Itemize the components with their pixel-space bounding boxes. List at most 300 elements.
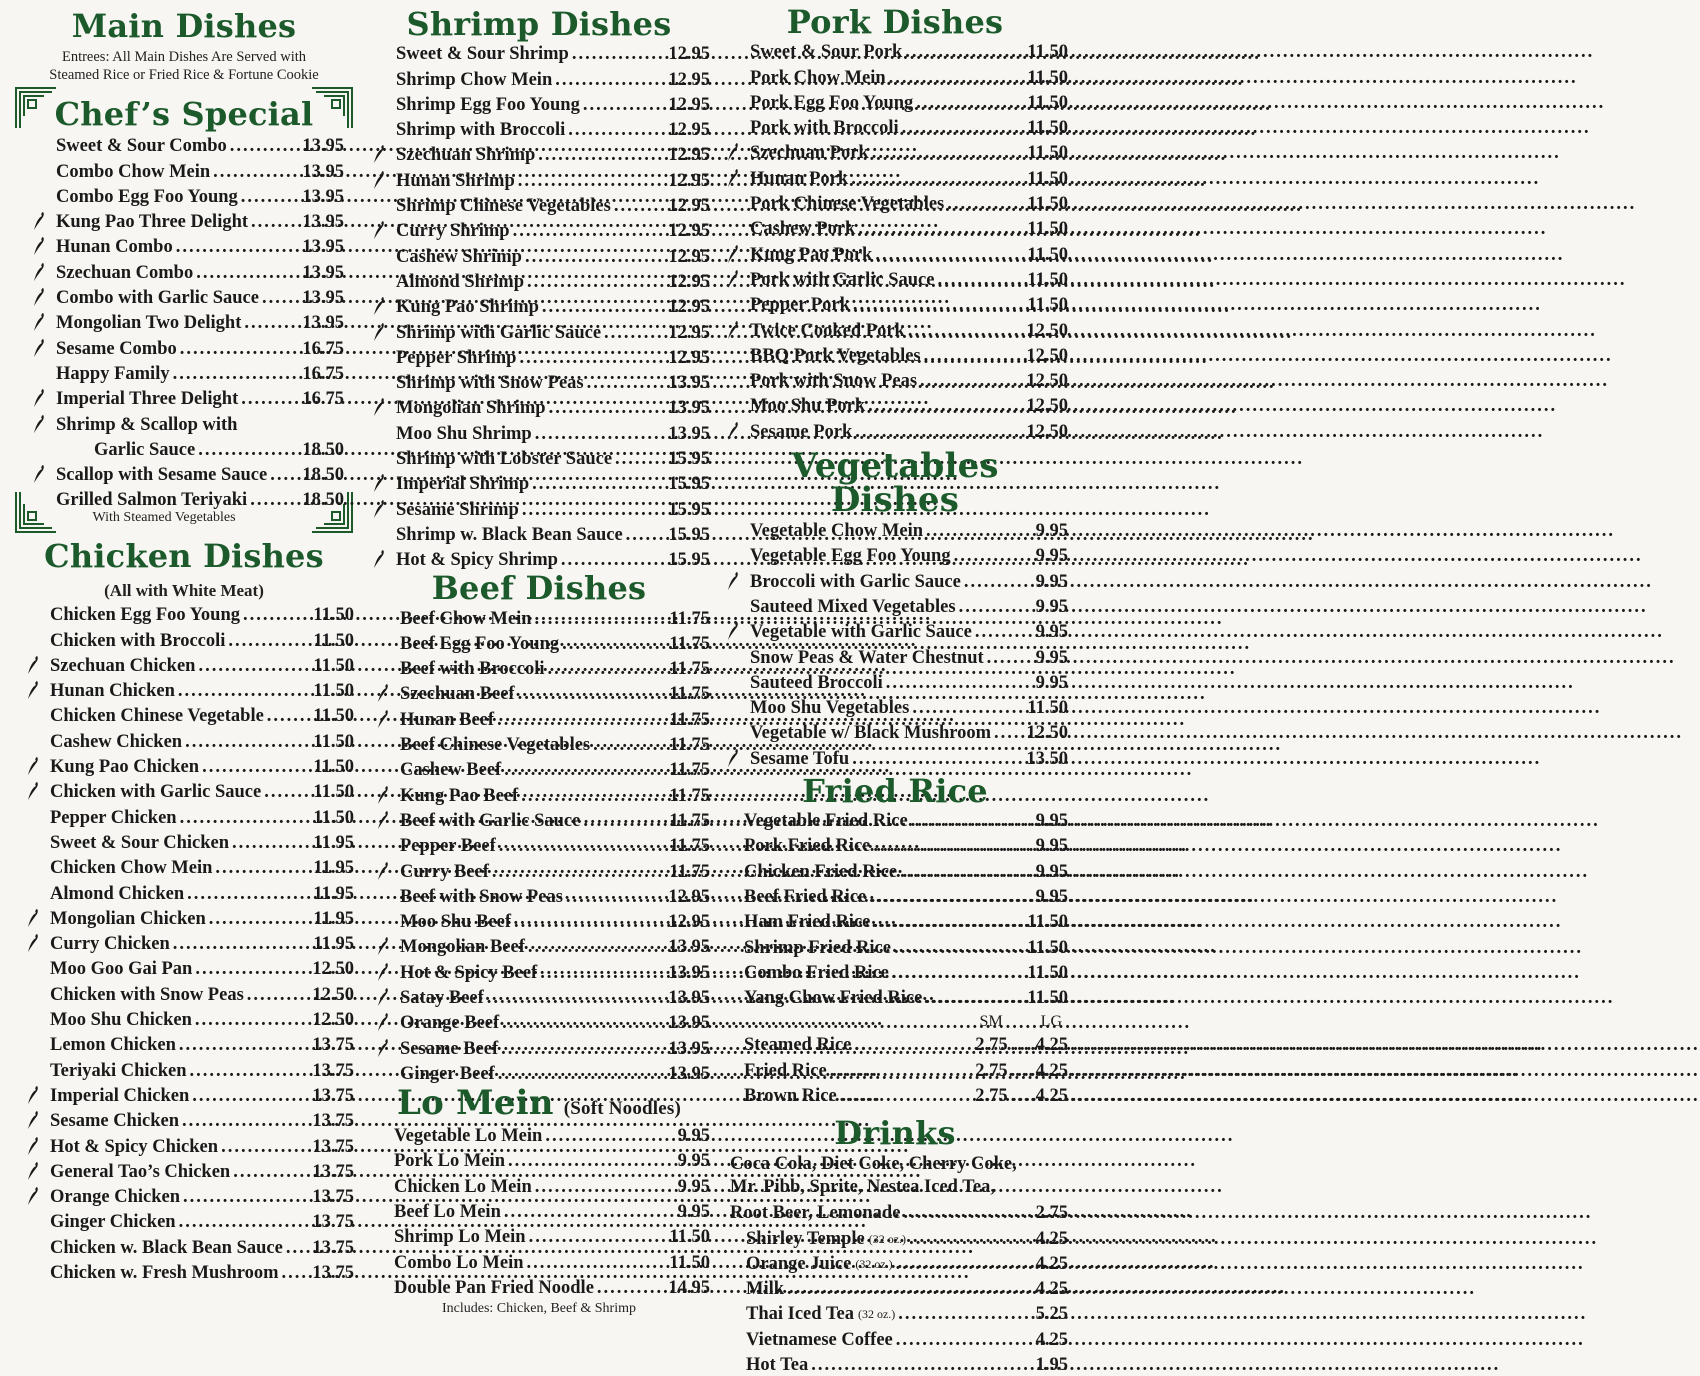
item-price: 11.50 <box>313 731 354 752</box>
lo-mein-subtitle: (Soft Noodles) <box>563 1097 682 1119</box>
menu-item <box>372 680 710 705</box>
menu-item <box>372 984 710 1009</box>
menu-item <box>368 166 710 191</box>
soda-price: 2.75 <box>1035 1203 1068 1224</box>
menu-item <box>378 1198 710 1223</box>
item-name: Almond Chicken <box>50 883 185 904</box>
item-price: 11.75 <box>669 633 710 654</box>
item-name: Kung Pao Beef <box>400 785 519 806</box>
item-name: Beef Fried Rice <box>744 886 867 907</box>
item-price: 15.95 <box>668 524 710 545</box>
item-price: 13.75 <box>312 1212 354 1233</box>
hot-pepper-icon <box>726 620 740 642</box>
item-name: Double Pan Fried Noodle <box>394 1277 594 1298</box>
menu-item <box>728 857 1068 882</box>
main-dishes-note-2: Steamed Rice or Fried Rice & Fortune Cookie <box>49 67 319 83</box>
item-name: Hunan Shrimp <box>396 170 515 191</box>
item-name: Combo Fried Rice <box>744 962 889 983</box>
item-name: Curry Beef <box>400 861 489 882</box>
item-price: 11.95 <box>313 858 354 879</box>
item-name: BBQ Pork Vegetables <box>750 345 921 366</box>
menu-item <box>28 208 344 233</box>
item-price: 9.95 <box>1035 886 1068 907</box>
item-name: Pork Chinese Vegetables <box>750 194 945 215</box>
menu-item <box>722 694 1068 719</box>
item-name: Sauteed Mixed Vegetables <box>750 596 956 617</box>
menu-item <box>22 955 354 980</box>
item-price: 15.95 <box>668 449 710 470</box>
item-name: Chicken w. Fresh Mushroom <box>50 1263 279 1284</box>
item-price: 11.50 <box>1027 988 1068 1009</box>
menu-item <box>722 618 1068 643</box>
menu-item <box>28 436 344 461</box>
shrimp-title: Shrimp Dishes <box>406 5 672 43</box>
item-price: 13.95 <box>668 398 710 419</box>
hot-pepper-icon <box>376 784 390 806</box>
item-name: Pepper Chicken <box>50 807 177 828</box>
item-name: Pork Egg Foo Young <box>750 92 914 113</box>
menu-item <box>722 567 1068 592</box>
menu-item <box>28 461 344 486</box>
menu-item <box>722 542 1068 567</box>
item-name: Shrimp with Lobster Sauce <box>396 449 613 470</box>
item-name: Sweet & Sour Shrimp <box>396 44 569 65</box>
hot-pepper-icon <box>372 548 386 570</box>
item-name: Szechuan Shrimp <box>396 145 536 166</box>
item-name: Vegetable Fried Rice <box>744 811 908 832</box>
menu-item <box>722 392 1068 417</box>
item-name: Chicken w. Black Bean Sauce <box>50 1237 283 1258</box>
menu-item <box>730 1224 1068 1249</box>
hot-pepper-icon <box>372 396 386 418</box>
item-price: 13.95 <box>302 161 344 182</box>
menu-item <box>378 1147 710 1172</box>
item-price: 11.50 <box>313 630 354 651</box>
item-name: Orange Beef <box>400 1013 500 1034</box>
item-price: 11.50 <box>669 1252 710 1273</box>
menu-item <box>368 293 710 318</box>
item-name: Sweet & Sour Chicken <box>50 832 230 853</box>
item-name: Beef with Broccoli <box>400 659 545 680</box>
item-name: Combo Lo Mein <box>394 1252 524 1273</box>
item-name: Sweet & Sour Pork <box>750 42 903 63</box>
menu-item <box>378 1248 710 1273</box>
hot-pepper-icon <box>26 679 40 701</box>
hot-pepper-icon <box>376 860 390 882</box>
menu-item <box>368 369 710 394</box>
hot-pepper-icon <box>726 570 740 592</box>
menu-item <box>28 334 344 359</box>
item-name: Shrimp Chinese Vegetables <box>396 196 611 217</box>
item-price: 12.95 <box>668 246 710 267</box>
item-name: Ginger Beef <box>400 1063 495 1084</box>
hot-pepper-icon <box>32 210 46 232</box>
chefs-special-box <box>14 86 354 534</box>
item-price: 12.95 <box>668 912 710 933</box>
item-name: Hunan Pork <box>750 168 849 189</box>
item-price: 9.95 <box>1035 811 1068 832</box>
item-price: 4.25 <box>1035 1279 1068 1300</box>
item-name: Twice Cooked Pork <box>750 320 905 341</box>
menu-item <box>22 1031 354 1056</box>
item-price: 11.95 <box>313 883 354 904</box>
menu-item <box>372 832 710 857</box>
menu-item <box>368 91 710 116</box>
menu-item <box>22 601 354 626</box>
item-price: 13.95 <box>668 962 710 983</box>
item-name: Imperial Chicken <box>50 1085 190 1106</box>
item-price: 12.95 <box>668 196 710 217</box>
item-name: Mongolian Shrimp <box>396 398 546 419</box>
hot-pepper-icon <box>32 235 46 257</box>
item-name: Cashew Pork <box>750 219 856 240</box>
chicken-subtitle: (All with White Meat) <box>104 581 264 600</box>
item-name: Mongolian Chicken <box>50 908 206 929</box>
item-price: 12.50 <box>312 1010 354 1031</box>
hot-pepper-icon <box>376 1037 390 1059</box>
item-name: Hunan Chicken <box>50 681 175 702</box>
beef-title: Beef Dishes <box>431 569 647 608</box>
item-name: Milk <box>746 1279 785 1300</box>
item-name: Moo Shu Pork <box>750 396 866 417</box>
item-price: 11.75 <box>669 608 710 629</box>
item-price: 12.50 <box>312 959 354 980</box>
menu-item <box>722 342 1068 367</box>
hot-pepper-icon <box>26 1185 40 1207</box>
item-name: Beef with Garlic Sauce <box>400 810 581 831</box>
item-price: 13.95 <box>668 373 710 394</box>
item-price: 11.75 <box>669 861 710 882</box>
item-price: 13.75 <box>312 1161 354 1182</box>
frame-corner-icon <box>310 86 354 130</box>
item-size: (32 oz.) <box>868 1231 907 1246</box>
soda-line-2: Mr. Pibb, Sprite, Nestea Iced Tea, <box>730 1176 995 1197</box>
item-name: Sauteed Broccoli <box>750 672 883 693</box>
item-name: Yang Chow Fried Rice <box>744 988 923 1009</box>
hot-pepper-icon <box>372 295 386 317</box>
item-price: 13.75 <box>312 1111 354 1132</box>
item-name: Kung Pao Shrimp <box>396 297 539 318</box>
menu-item <box>28 309 344 334</box>
item-price: 12.95 <box>668 322 710 343</box>
size-header <box>722 1009 1068 1031</box>
menu-item <box>722 417 1068 442</box>
item-name: Shirley Temple <box>746 1228 865 1249</box>
hot-pepper-icon <box>26 1109 40 1131</box>
hot-pepper-icon <box>726 319 740 341</box>
item-name: Beef Lo Mein <box>394 1202 501 1223</box>
item-name: Shrimp Lo Mein <box>394 1227 526 1248</box>
item-price: 11.75 <box>669 810 710 831</box>
item-price: 12.50 <box>1026 371 1068 392</box>
item-price: 11.50 <box>1027 295 1068 316</box>
item-price: 4.25 <box>1035 1228 1068 1249</box>
item-price-sm: 2.75 <box>975 1035 1008 1056</box>
menu-item <box>368 394 710 419</box>
item-price: 11.50 <box>313 681 354 702</box>
item-price: 4.25 <box>1035 1329 1068 1350</box>
menu-item <box>372 1009 710 1034</box>
menu-item <box>22 905 354 930</box>
hot-pepper-icon <box>26 755 40 777</box>
hot-pepper-icon <box>376 935 390 957</box>
pork-title: Pork Dishes <box>786 3 1004 41</box>
shrimp-list <box>368 40 710 571</box>
item-price: 13.95 <box>668 1063 710 1084</box>
frame-corner-icon <box>14 86 58 130</box>
menu-item <box>368 65 710 90</box>
menu-item <box>372 705 710 730</box>
menu-item <box>378 1274 710 1299</box>
item-name: Brown Rice <box>744 1085 837 1106</box>
menu-item <box>28 385 344 410</box>
item-name: Shrimp Chow Mein <box>396 69 553 90</box>
menu-item <box>368 521 710 546</box>
menu-item <box>22 980 354 1005</box>
item-name: Vegetable Egg Foo Young <box>750 546 951 567</box>
column-left <box>14 0 354 1284</box>
item-name: Almond Shrimp <box>396 271 524 292</box>
menu-item <box>28 360 344 385</box>
item-price: 13.75 <box>312 1237 354 1258</box>
menu-item <box>368 141 710 166</box>
item-price: 11.50 <box>313 782 354 803</box>
fried-rice-title: Fried Rice <box>802 771 988 810</box>
item-name: Thai Iced Tea <box>746 1304 854 1325</box>
menu-item <box>722 89 1068 114</box>
hot-pepper-icon <box>376 1011 390 1033</box>
menu-item <box>368 217 710 242</box>
item-price: 13.95 <box>302 237 344 258</box>
item-name: Vietnamese Coffee <box>746 1329 893 1350</box>
item-name: Cashew Shrimp <box>396 246 522 267</box>
sm-label: SM <box>979 1013 1003 1031</box>
item-price: 12.95 <box>668 44 710 65</box>
item-price: 9.95 <box>1035 521 1068 542</box>
menu-item <box>722 114 1068 139</box>
item-name: Combo Chow Mein <box>56 161 211 182</box>
drinks-list <box>722 1224 1068 1376</box>
item-price: 12.95 <box>668 69 710 90</box>
item-name: Chicken Chinese Vegetable <box>50 706 264 727</box>
item-size: (32 oz.) <box>857 1307 896 1322</box>
menu-item <box>728 984 1068 1009</box>
item-price: 15.95 <box>668 474 710 495</box>
hot-pepper-icon <box>726 420 740 442</box>
hot-pepper-icon <box>372 472 386 494</box>
item-name: Shrimp Fried Rice <box>744 937 891 958</box>
item-price: 13.50 <box>1026 748 1068 769</box>
menu-item <box>722 719 1068 744</box>
menu-item <box>22 854 354 879</box>
menu-item <box>22 803 354 828</box>
item-price: 11.75 <box>669 735 710 756</box>
menu-item <box>372 604 710 629</box>
menu-item <box>378 1223 710 1248</box>
menu-item <box>730 1300 1068 1325</box>
menu-item <box>722 164 1068 189</box>
item-price: 16.75 <box>302 363 344 384</box>
item-price: 11.75 <box>669 659 710 680</box>
hot-pepper-icon <box>32 286 46 308</box>
item-price: 11.50 <box>1027 42 1068 63</box>
item-price: 13.95 <box>668 1013 710 1034</box>
item-name: Teriyaki Chicken <box>50 1060 187 1081</box>
item-price: 12.95 <box>668 221 710 242</box>
item-name: Steamed Rice <box>744 1035 852 1056</box>
item-name: Sesame Pork <box>750 421 853 442</box>
item-price: 9.95 <box>677 1126 710 1147</box>
item-name: Ham Fried Rice <box>744 912 871 933</box>
item-name: Vegetable w/ Black Mushroom <box>750 723 992 744</box>
item-name: Mongolian Two Delight <box>56 313 242 334</box>
menu-item <box>28 284 344 309</box>
item-price: 11.50 <box>1027 244 1068 265</box>
item-name: Shrimp & Scallop with <box>56 414 238 435</box>
item-price: 4.25 <box>1035 1253 1068 1274</box>
item-price: 11.50 <box>313 807 354 828</box>
item-name: Szechuan Beef <box>400 684 515 705</box>
hot-pepper-icon <box>376 708 390 730</box>
item-price: 11.50 <box>313 605 354 626</box>
hot-pepper-icon <box>726 243 740 265</box>
drinks-title: Drinks <box>834 1113 956 1152</box>
item-price: 1.95 <box>1035 1355 1068 1376</box>
hot-pepper-icon <box>32 463 46 485</box>
item-price: 11.50 <box>313 757 354 778</box>
item-price: 11.50 <box>1027 912 1068 933</box>
item-price: 9.95 <box>1035 622 1068 643</box>
hot-pepper-icon <box>26 932 40 954</box>
item-name: Moo Shu Beef <box>400 912 511 933</box>
item-name: Shrimp Egg Foo Young <box>396 94 580 115</box>
hot-pepper-icon <box>372 321 386 343</box>
menu-item <box>22 677 354 702</box>
hot-pepper-icon <box>26 907 40 929</box>
item-name: Happy Family <box>56 363 170 384</box>
item-name: Curry Shrimp <box>396 221 510 242</box>
chicken-title: Chicken Dishes <box>44 537 324 575</box>
menu-item <box>368 318 710 343</box>
menu-item <box>28 410 344 435</box>
hot-pepper-icon <box>376 682 390 704</box>
item-name: Pork Lo Mein <box>394 1151 505 1172</box>
item-name: Kung Pao Pork <box>750 244 873 265</box>
item-price-lg: 4.25 <box>1035 1035 1068 1056</box>
item-price: 12.95 <box>668 94 710 115</box>
soda-line-1: Coca Cola, Diet Coke, Cherry Coke, <box>730 1153 1017 1174</box>
hot-pepper-icon <box>372 219 386 241</box>
item-name: Chicken with Garlic Sauce <box>50 782 262 803</box>
menu-item <box>722 744 1068 769</box>
item-name: Hot & Spicy Chicken <box>50 1136 219 1157</box>
item-price: 13.75 <box>312 1085 354 1106</box>
item-price: 11.50 <box>1027 92 1068 113</box>
item-price: 18.50 <box>302 439 344 460</box>
item-price: 11.50 <box>313 655 354 676</box>
item-price: 9.95 <box>1035 546 1068 567</box>
item-name: Garlic Sauce <box>94 439 196 460</box>
menu-item <box>368 445 710 470</box>
menu-item <box>722 190 1068 215</box>
item-name: Hot & Spicy Beef <box>400 962 538 983</box>
item-price: 11.50 <box>1027 219 1068 240</box>
menu-item <box>22 652 354 677</box>
item-name: Cashew Chicken <box>50 731 183 752</box>
menu-item <box>728 807 1068 832</box>
item-name: Orange Chicken <box>50 1187 181 1208</box>
menu-item <box>722 240 1068 265</box>
item-price: 9.95 <box>1035 861 1068 882</box>
item-price: 9.95 <box>677 1176 710 1197</box>
item-name: Pepper Beef <box>400 836 496 857</box>
item-price: 11.75 <box>669 785 710 806</box>
item-name: Moo Shu Chicken <box>50 1010 192 1031</box>
item-price: 11.50 <box>1027 143 1068 164</box>
item-price: 11.75 <box>669 760 710 781</box>
menu-item <box>368 546 710 571</box>
item-price: 13.95 <box>668 987 710 1008</box>
item-price: 13.75 <box>312 1136 354 1157</box>
lo-mein-heading <box>368 1082 710 1123</box>
item-name: Hot Tea <box>746 1355 809 1376</box>
item-price: 12.50 <box>1026 320 1068 341</box>
menu-item <box>728 1056 1068 1081</box>
menu-item <box>722 139 1068 164</box>
menu-item <box>22 1259 354 1284</box>
item-name: General Tao’s Chicken <box>50 1161 231 1182</box>
item-name: Hunan Combo <box>56 237 173 258</box>
item-name: Shrimp with Snow Peas <box>396 373 584 394</box>
item-price: 9.95 <box>1035 836 1068 857</box>
menu-item <box>722 266 1068 291</box>
item-name: Orange Juice <box>746 1253 852 1274</box>
item-price: 11.95 <box>313 832 354 853</box>
item-name: Combo with Garlic Sauce <box>56 288 259 309</box>
menu-item <box>730 1250 1068 1275</box>
hot-pepper-icon <box>726 167 740 189</box>
item-price: 11.75 <box>669 836 710 857</box>
item-name: Snow Peas & Water Chestnut <box>750 647 984 668</box>
item-name: Imperial Three Delight <box>56 389 239 410</box>
item-price: 13.95 <box>302 212 344 233</box>
menu-item <box>22 626 354 651</box>
item-price: 13.95 <box>302 136 344 157</box>
item-name: Pork with Snow Peas <box>750 371 918 392</box>
item-price: 12.50 <box>1026 421 1068 442</box>
item-price: 5.25 <box>1035 1304 1068 1325</box>
item-name: Sesame Combo <box>56 338 177 359</box>
pork-list <box>722 38 1068 443</box>
item-name: Chicken Lo Mein <box>394 1176 532 1197</box>
item-name: Vegetable Lo Mein <box>394 1126 543 1147</box>
salmon-note: With Steamed Vegetables <box>92 510 236 526</box>
item-price: 11.95 <box>313 934 354 955</box>
item-price: 12.95 <box>668 145 710 166</box>
menu-item <box>22 1006 354 1031</box>
soda-line-3: Root Beer, Lemonade <box>730 1203 901 1224</box>
item-name: Sesame Shrimp <box>396 499 519 520</box>
menu-item <box>28 258 344 283</box>
item-price: 11.95 <box>313 908 354 929</box>
chefs-special-list <box>14 130 354 511</box>
item-price: 12.50 <box>1026 396 1068 417</box>
item-price: 11.50 <box>1027 194 1068 215</box>
side-rice-list <box>722 1031 1068 1107</box>
menu-item <box>372 958 710 983</box>
item-name: Beef with Snow Peas <box>400 886 563 907</box>
menu-item <box>372 908 710 933</box>
